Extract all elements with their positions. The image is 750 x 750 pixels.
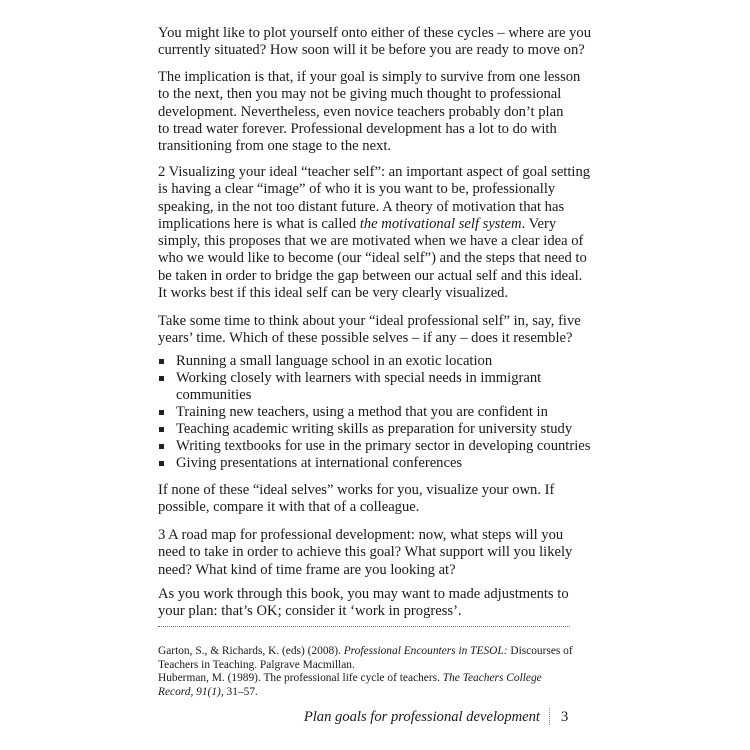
ref-text: Huberman, M. (1989). The professional life cycle of teachers. — [158, 672, 443, 684]
text-line: As you work through this book, you may want to made adjustments to — [158, 586, 569, 602]
text-line: who we would like to become (our “ideal self”) and the steps that need to — [158, 250, 587, 267]
footer-separator — [549, 708, 550, 725]
text-line: need? What kind of time frame are you looking at? — [158, 561, 456, 578]
paragraph-4 — [158, 313, 588, 348]
text-line: possible, compare it with that of a colleague. — [158, 499, 420, 516]
ref-journal: Record, 91(1), — [158, 685, 224, 698]
paragraph-5 — [158, 482, 588, 517]
text-segment: . Very — [521, 215, 557, 232]
bullet-icon — [159, 410, 164, 415]
ref-text: Garton, S., & Richards, K. (eds) (2008). — [158, 645, 344, 657]
list-item — [158, 438, 591, 455]
reference-line — [158, 686, 578, 700]
text-line: is having a clear “image” of who it is you want to be, professionally — [158, 181, 556, 198]
reference-line — [158, 645, 578, 659]
text-line: need to take in order to achieve this goal? What support will you likely — [158, 544, 573, 561]
list-item-text: Training new teachers, using a method that you are confident in — [176, 404, 548, 420]
reference-line — [158, 672, 578, 686]
page-number: 3 — [561, 709, 569, 725]
text-line: to the next, then you may not be giving much thought to professional — [158, 86, 562, 103]
list-item — [158, 353, 588, 370]
ref-text: 31–57. — [223, 685, 258, 698]
text-line: speaking, in the not too distant future. A theory of motivation that has — [158, 198, 565, 215]
bullet-list — [158, 353, 591, 472]
list-item-text: Running a small language school in an exotic location — [176, 353, 493, 369]
text-line: Take some time to think about your “ideal professional self” in, say, five — [158, 313, 581, 329]
bullet-icon — [159, 359, 164, 364]
running-title: Plan goals for professional development — [303, 709, 540, 725]
paragraph-2 — [158, 69, 588, 155]
text-line: 2 Visualizing your ideal “teacher self”: an important aspect of goal setting — [158, 164, 591, 180]
dotted-divider — [158, 626, 570, 627]
text-line: simply, this proposes that we are motivated when we have a clear idea of — [158, 233, 584, 250]
text-line: It works best if this ideal self can be very clearly visualized. — [158, 285, 509, 302]
list-item-text: Writing textbooks for use in the primary sector in developing countries — [176, 438, 591, 454]
paragraph-3 — [158, 164, 591, 302]
text-line: 3 A road map for professional development: now, what steps will you — [158, 527, 564, 543]
list-item-text: Giving presentations at international conferences — [176, 455, 463, 471]
list-item — [158, 421, 588, 438]
text-line: years’ time. Which of these possible selves – if any – does it resemble? — [158, 330, 573, 347]
references — [158, 645, 578, 699]
text-line: development. Nevertheless, even novice teachers probably don’t plan — [158, 103, 564, 120]
text-line: You might like to plot yourself onto either of these cycles – where are you — [158, 25, 591, 41]
list-item — [158, 455, 588, 472]
text-segment: implications here is what is called — [158, 215, 360, 232]
list-item-text: communities — [176, 387, 252, 403]
bullet-icon — [159, 461, 164, 466]
text-line: transitioning from one stage to the next. — [158, 138, 392, 155]
list-item-text: Working closely with learners with special needs in immigrant — [176, 370, 542, 386]
bullet-icon — [159, 376, 164, 381]
list-item — [158, 370, 588, 404]
paragraph-1 — [158, 25, 591, 60]
paragraph-7 — [158, 586, 588, 621]
text-line — [158, 216, 588, 233]
paragraph-6 — [158, 527, 588, 579]
bullet-icon — [159, 444, 164, 449]
ref-title: Professional Encounters in TESOL: — [343, 645, 508, 657]
ref-journal: The Teachers College — [442, 672, 542, 684]
ref-text: Discourses of — [507, 645, 573, 657]
text-line: your plan: that’s OK; consider it ‘work in progress’. — [158, 603, 462, 620]
bullet-icon — [159, 427, 164, 432]
text-line: currently situated? How soon will it be before you are ready to move on? — [158, 42, 585, 59]
list-item-text: Teaching academic writing skills as preparation for university study — [176, 421, 573, 437]
text-line: The implication is that, if your goal is simply to survive from one lesson — [158, 69, 581, 85]
text-line: be taken in order to bridge the gap between our actual self and this ideal. — [158, 267, 583, 284]
list-item — [158, 404, 588, 421]
italic-term: the motivational self system — [359, 215, 522, 232]
reference-line: Teachers in Teaching. Palgrave Macmillan. — [158, 658, 355, 671]
text-line: If none of these “ideal selves” works for you, visualize your own. If — [158, 482, 555, 498]
text-line: to tread water forever. Professional development has a lot to do with — [158, 120, 557, 137]
